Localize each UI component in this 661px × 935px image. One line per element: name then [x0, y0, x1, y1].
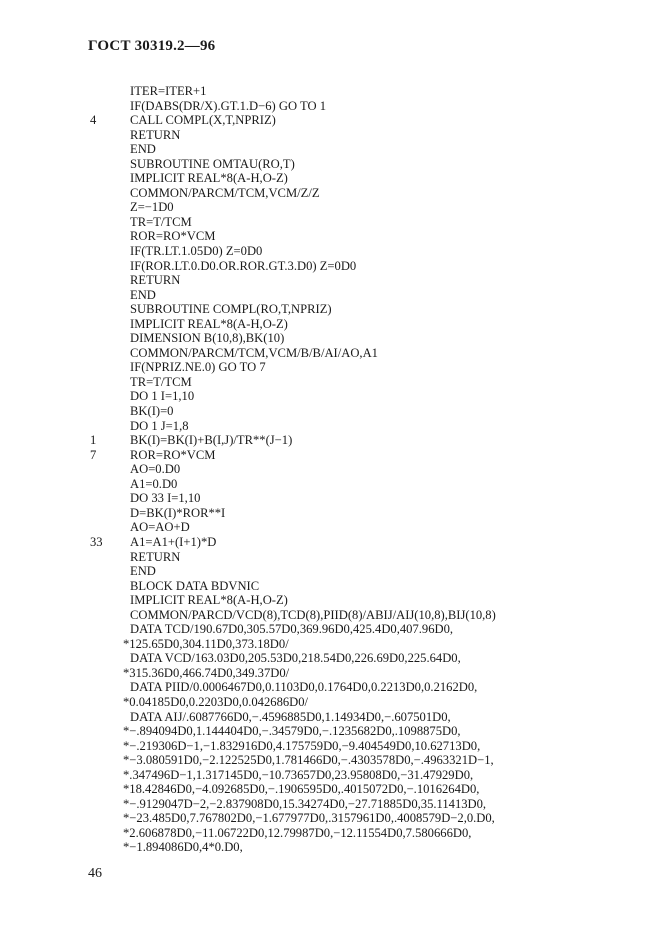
code-statement: DO 1 I=1,10	[130, 389, 195, 404]
code-line	[0, 186, 661, 201]
code-line	[0, 564, 661, 579]
code-line	[0, 724, 661, 739]
code-line	[0, 695, 661, 710]
code-line	[0, 375, 661, 390]
code-statement: END	[130, 287, 156, 302]
code-statement: *−23.485D0,7.767802D0,−1.677977D0,.3157961D0,.4008579D−2,0.D0,	[123, 811, 495, 826]
code-statement: *18.42846D0,−4.092685D0,−.1906595D0,.4015072D0,−.1016264D0,	[123, 782, 480, 797]
code-statement: DO 33 I=1,10	[130, 491, 201, 506]
code-statement: SUBROUTINE COMPL(RO,T,NPRIZ)	[130, 302, 332, 317]
code-line	[0, 651, 661, 666]
code-line	[0, 462, 661, 477]
code-statement: AO=AO+D	[130, 520, 190, 535]
code-line	[0, 84, 661, 99]
code-line	[0, 317, 661, 332]
code-statement: SUBROUTINE OMTAU(RO,T)	[130, 156, 295, 171]
code-statement: TR=T/TCM	[130, 214, 192, 229]
code-statement: *−3.080591D0,−2.122525D0,1.781466D0,−.4303578D0,−.4963321D−1,	[123, 753, 494, 768]
code-line	[0, 753, 661, 768]
code-statement: DATA PIID/0.0006467D0,0.1103D0,0.1764D0,0.2213D0,0.2162D0,	[130, 680, 478, 695]
code-statement: *125.65D0,304.11D0,373.18D0/	[123, 636, 289, 651]
code-statement: IF(NPRIZ.NE.0) GO TO 7	[130, 360, 266, 375]
statement-label: 4	[90, 113, 97, 128]
code-line	[0, 215, 661, 230]
code-statement: END	[130, 142, 156, 157]
code-statement: CALL COMPL(X,T,NPRIZ)	[130, 113, 276, 128]
code-statement: DO 1 J=1,8	[130, 418, 189, 433]
code-statement: ROR=RO*VCM	[130, 447, 216, 462]
code-line	[0, 782, 661, 797]
code-statement: *−.894094D0,1.144404D0,−.34579D0,−.1235682D0,.1098875D0,	[123, 724, 461, 739]
code-line	[0, 99, 661, 114]
code-statement: DATA VCD/163.03D0,205.53D0,218.54D0,226.69D0,225.64D0,	[130, 651, 461, 666]
code-line	[0, 826, 661, 841]
code-statement: TR=T/TCM	[130, 374, 192, 389]
code-line	[0, 680, 661, 695]
code-line	[0, 302, 661, 317]
code-statement: *.347496D−1,1.317145D0,−10.73657D0,23.95808D0,−31.47929D0,	[123, 767, 474, 782]
code-line	[0, 666, 661, 681]
code-line	[0, 200, 661, 215]
code-statement: *2.606878D0,−11.06722D0,12.79987D0,−12.11554D0,7.580666D0,	[123, 825, 472, 840]
code-line	[0, 840, 661, 855]
code-statement: BLOCK DATA BDVNIC	[130, 578, 260, 593]
code-line	[0, 360, 661, 375]
statement-label: 1	[90, 433, 97, 448]
code-line	[0, 346, 661, 361]
code-statement: IMPLICIT REAL*8(A-H,O-Z)	[130, 593, 288, 608]
code-statement: *−1.894086D0,4*0.D0,	[123, 840, 243, 855]
code-line	[0, 811, 661, 826]
code-line	[0, 550, 661, 565]
code-statement: IMPLICIT REAL*8(A-H,O-Z)	[130, 316, 288, 331]
code-line	[0, 259, 661, 274]
code-line	[0, 739, 661, 754]
code-line	[0, 288, 661, 303]
code-line	[0, 419, 661, 434]
code-statement: DIMENSION B(10,8),BK(10)	[130, 331, 285, 346]
code-line	[0, 797, 661, 812]
code-line	[0, 535, 661, 550]
code-statement: BK(I)=0	[130, 404, 174, 419]
code-statement: *315.36D0,466.74D0,349.37D0/	[123, 665, 290, 680]
code-statement: ITER=ITER+1	[130, 84, 207, 98]
code-line	[0, 768, 661, 783]
code-line	[0, 331, 661, 346]
code-statement: ROR=RO*VCM	[130, 229, 216, 244]
page-number: 46	[88, 866, 102, 881]
code-statement: IF(ROR.LT.0.D0.OR.ROR.GT.3.D0) Z=0D0	[130, 258, 357, 273]
document-header: ГОСТ 30319.2—96	[88, 38, 216, 54]
code-line	[0, 171, 661, 186]
code-statement: D=BK(I)*ROR**I	[130, 505, 226, 520]
code-statement: RETURN	[130, 127, 181, 142]
code-statement: END	[130, 564, 156, 579]
code-line	[0, 520, 661, 535]
code-line	[0, 244, 661, 259]
code-line	[0, 506, 661, 521]
code-statement: IF(TR.LT.1.05D0) Z=0D0	[130, 244, 263, 259]
code-statement: A1=0.D0	[130, 476, 178, 491]
code-line	[0, 622, 661, 637]
code-line	[0, 273, 661, 288]
code-statement: A1=A1+(I+1)*D	[130, 534, 217, 549]
code-statement: Z=−1D0	[130, 200, 174, 215]
code-line	[0, 404, 661, 419]
code-statement: BK(I)=BK(I)+B(I,J)/TR**(J−1)	[130, 433, 293, 448]
code-line	[0, 579, 661, 594]
code-line	[0, 389, 661, 404]
code-statement: AO=0.D0	[130, 462, 181, 477]
code-statement: DATA TCD/190.67D0,305.57D0,369.96D0,425.4D0,407.96D0,	[130, 622, 454, 637]
code-statement: IF(DABS(DR/X).GT.1.D−6) GO TO 1	[130, 98, 327, 113]
code-line	[0, 433, 661, 448]
code-line	[0, 637, 661, 652]
code-statement: COMMON/PARCD/VCD(8),TCD(8),PIID(8)/ABIJ/AIJ(10,8),BIJ(10,8)	[130, 607, 496, 622]
code-statement: RETURN	[130, 549, 181, 564]
code-line	[0, 448, 661, 463]
statement-label: 7	[90, 447, 97, 462]
code-line	[0, 710, 661, 725]
code-statement: DATA AIJ/.6087766D0,−.4596885D0,1.14934D0,−.607501D0,	[130, 709, 451, 724]
code-line	[0, 128, 661, 143]
code-statement: IMPLICIT REAL*8(A-H,O-Z)	[130, 171, 288, 186]
code-line	[0, 157, 661, 172]
code-statement: RETURN	[130, 273, 181, 288]
code-line	[0, 593, 661, 608]
code-line	[0, 113, 661, 128]
code-statement: COMMON/PARCM/TCM,VCM/Z/Z	[130, 185, 320, 200]
fortran-code-listing	[0, 84, 661, 855]
code-statement: *−.9129047D−2,−2.837908D0,15.34274D0,−27.71885D0,35.11413D0,	[123, 796, 487, 811]
code-statement: COMMON/PARCM/TCM,VCM/B/B/AI/AO,A1	[130, 345, 378, 360]
code-line	[0, 229, 661, 244]
code-line	[0, 142, 661, 157]
code-line	[0, 608, 661, 623]
code-statement: *0.04185D0,0.2203D0,0.042686D0/	[123, 694, 309, 709]
code-line	[0, 477, 661, 492]
statement-label: 33	[90, 534, 103, 549]
code-line	[0, 491, 661, 506]
code-statement: *−.219306D−1,−1.832916D0,4.175759D0,−9.404549D0,10.62713D0,	[123, 738, 481, 753]
